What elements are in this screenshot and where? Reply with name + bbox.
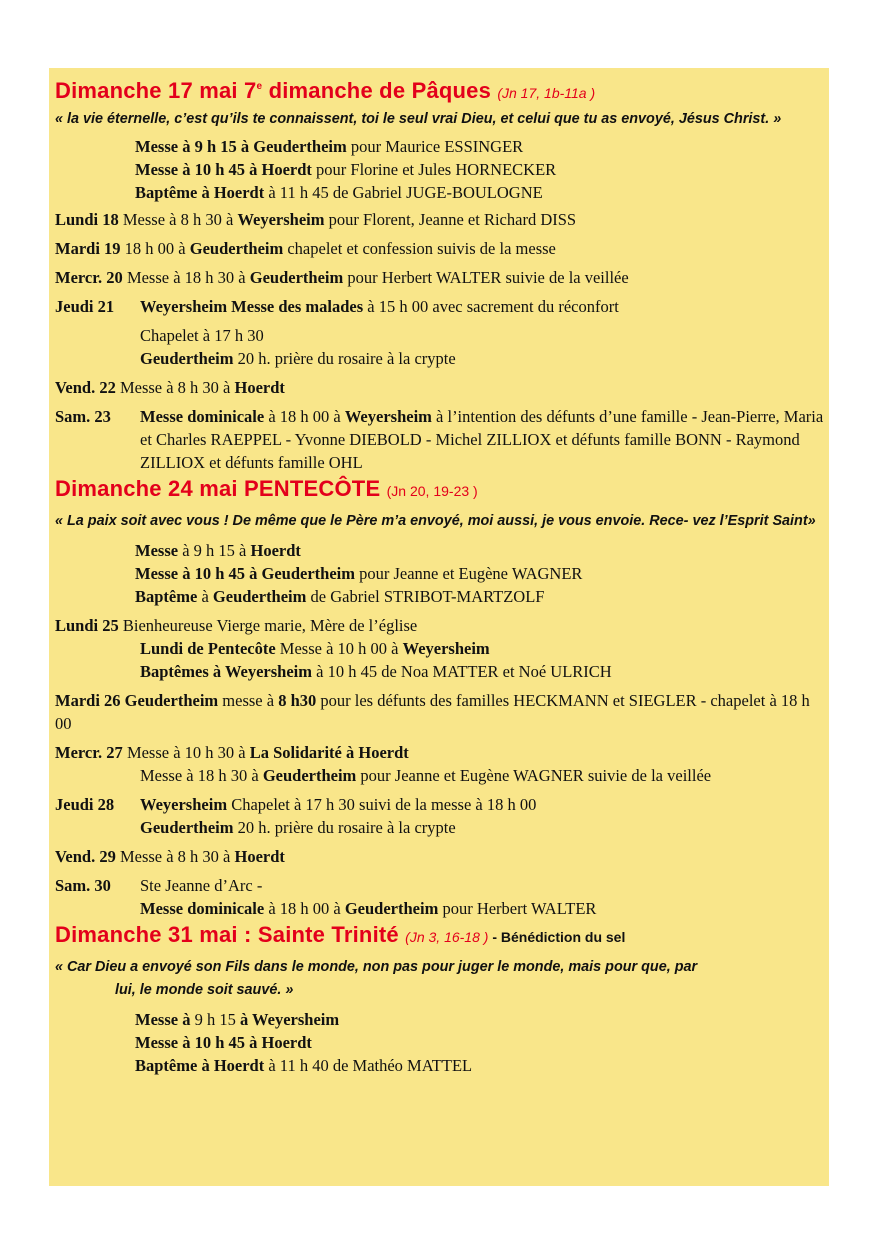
schedule-row: Mardi 26 Geudertheim messe à 8 h30 pour les défunts des familles HECKMANN et SIEGLER - chapelet à 18 h 00 [55, 691, 810, 733]
sunday-masses: Messe à 9 h 15 à Weyersheim Messe à 10 h 45 à Hoerdt Baptême à Hoerdt à 11 h 40 de Mathéo MATTEL [135, 1010, 473, 1075]
sunday-masses: Messe à 9 h 15 à Hoerdt Messe à 10 h 45 à Geudertheim pour Jeanne et Eugène WAGNER Baptême à Geudertheim de Gabriel STRIBOT-MARTZOLF [135, 541, 583, 606]
schedule-subline: Chapelet à 17 h 30 [140, 326, 264, 345]
schedule-row: Mercr. 27 Messe à 10 h 30 à La Solidarité à Hoerdt [55, 743, 409, 762]
schedule-subline: Lundi de Pentecôte Messe à 10 h 00 à Weyersheim [140, 639, 490, 658]
schedule-row: Mercr. 20 Messe à 18 h 30 à Geudertheim pour Herbert WALTER suivie de la veillée [55, 268, 629, 287]
schedule-row: Jeudi 21 Weyersheim Messe des malades à 15 h 00 avec sacrement du réconfort [55, 297, 619, 316]
schedule-subline: Messe à 18 h 30 à Geudertheim pour Jeanne et Eugène WAGNER suivie de la veillée [140, 766, 712, 785]
gospel-quote: « la vie éternelle, c’est qu’ils te connaissent, toi le seul vrai Dieu, et celui que tu as envoyé, Jésus Christ. » [55, 111, 782, 127]
schedule-row: Lundi 18 Messe à 8 h 30 à Weyersheim pour Florent, Jeanne et Richard DISS [55, 210, 577, 229]
schedule-subline: Geudertheim 20 h. prière du rosaire à la crypte [140, 349, 456, 368]
schedule-row: Sam. 30 Ste Jeanne d’Arc - [55, 876, 263, 895]
schedule-row: Vend. 29 Messe à 8 h 30 à Hoerdt [55, 847, 285, 866]
schedule-row: Jeudi 28 Weyersheim Chapelet à 17 h 30 suivi de la messe à 18 h 00 [55, 795, 537, 814]
schedule-subline: Messe dominicale à 18 h 00 à Geudertheim pour Herbert WALTER [140, 899, 597, 918]
gospel-quote: « La paix soit avec vous ! De même que le Père m’a envoyé, moi aussi, je vous envoie. Rece- vez l’Esprit Saint» [55, 513, 816, 529]
schedule-row: Sam. 23 Messe dominicale à 18 h 00 à Weyersheim à l’intention des défunts d’une famille - Jean-Pierre, Maria et Charles RAEPPEL - Yvonne DIEBOLD - Michel ZILLIOX et défunts famille BONN - Raymond ZILLIOX et défunts famille OHL [55, 407, 824, 472]
schedule-subline: Geudertheim 20 h. prière du rosaire à la crypte [140, 818, 456, 837]
schedule-subline: Baptêmes à Weyersheim à 10 h 45 de Noa MATTER et Noé ULRICH [140, 662, 612, 681]
schedule-row: Vend. 22 Messe à 8 h 30 à Hoerdt [55, 378, 285, 397]
bulletin-panel [49, 68, 829, 1186]
section-title-24-mai: Dimanche 24 mai PENTECÔTE (Jn 20, 19-23 ) [55, 476, 478, 501]
schedule-row: Mardi 19 18 h 00 à Geudertheim chapelet et confession suivis de la messe [55, 239, 556, 258]
section-title-31-mai: Dimanche 31 mai : Sainte Trinité (Jn 3, 16-18 ) - Bénédiction du sel [55, 922, 626, 947]
sunday-masses: Messe à 9 h 15 à Geudertheim pour Maurice ESSINGER Messe à 10 h 45 à Hoerdt pour Florine et Jules HORNECKER Baptême à Hoerdt à 11 h 45 de Gabriel JUGE-BOULOGNE [135, 137, 557, 202]
gospel-quote: « Car Dieu a envoyé son Fils dans le monde, non pas pour juger le monde, mais pour que, par lui, le monde soit sauvé. » [55, 959, 698, 998]
schedule-row: Lundi 25 Bienheureuse Vierge marie, Mère de l’église [55, 616, 418, 635]
section-title-17-mai: Dimanche 17 mai 7e dimanche de Pâques (Jn 17, 1b-11a ) [55, 78, 596, 103]
